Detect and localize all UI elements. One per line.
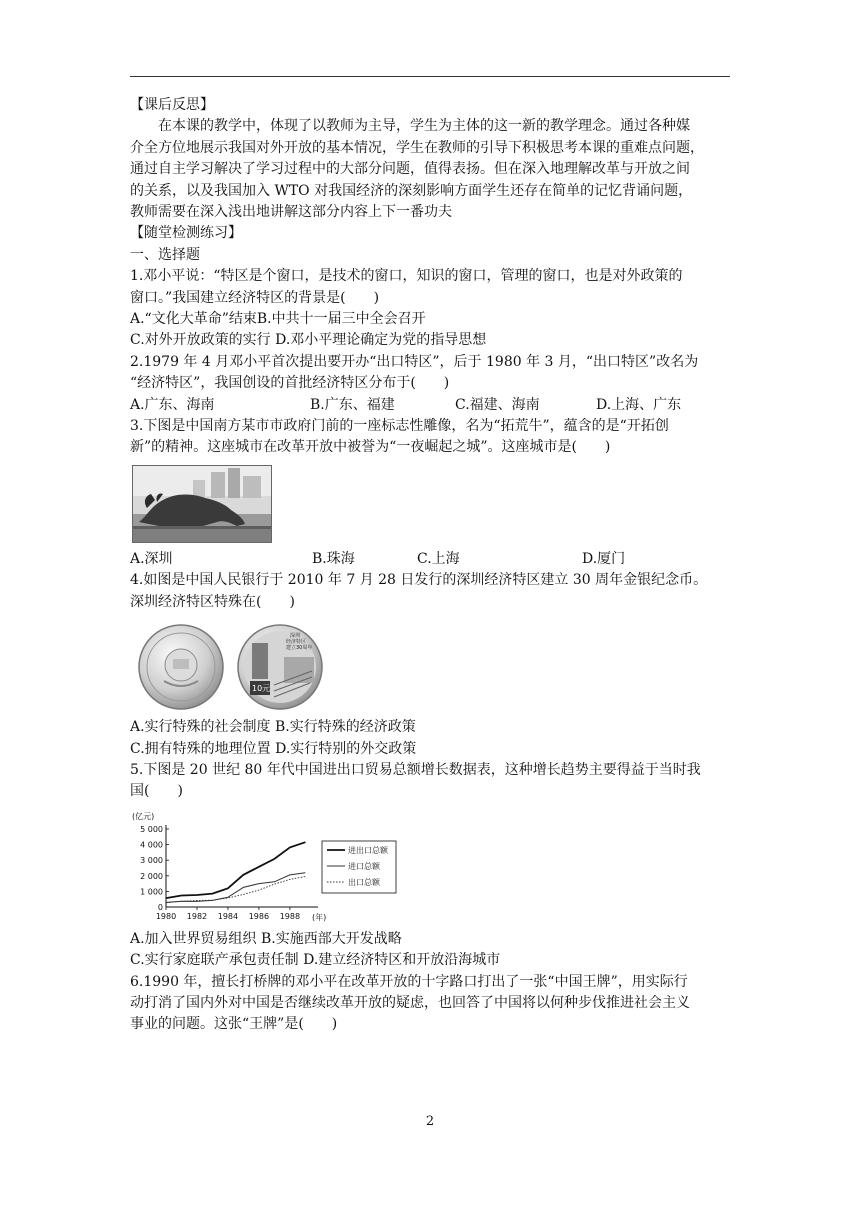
chart-x-tick-label: 1988 (279, 911, 301, 921)
q1-options-ab: A.“文化大革命”结束B.中共十一届三中全会召开 (130, 311, 426, 328)
page-content (130, 95, 730, 1036)
chart-series-line-0 (166, 842, 305, 898)
q4-stem: 4.如图是中国人民银行于 2010 年 7 月 28 日发行的深圳经济特区建立 30 周年金银纪念币。 (130, 572, 708, 589)
q5-stem: 5.下图是 20 世纪 80 年代中国进出口贸易总额增长数据表，这种增长趋势主要得益于当时我 (130, 761, 701, 778)
chart-y-tick-label: 3 000 (140, 855, 163, 865)
q3-option-d: D.厦门 (582, 550, 626, 567)
q2-option-c: C.福建、海南 (455, 396, 540, 413)
chart-y-tick-label: 4 000 (140, 840, 163, 850)
coins-graphic (134, 623, 330, 711)
chart-y-ticks (140, 825, 169, 912)
q4-options-cd: C.拥有特殊的地理位置 D.实行特别的外交政策 (130, 740, 417, 757)
coin-caption: 建立30周年 (286, 645, 313, 652)
q3-option-b: B.珠海 (312, 550, 355, 567)
coin-caption: 经济特区 (286, 639, 307, 646)
chart-y-tick-label: 5 000 (140, 824, 163, 834)
chart-legend-label: 进口总额 (348, 861, 380, 871)
chart-y-label: (亿元) (132, 811, 155, 821)
q3-stem: 新”的精神。这座城市在改革开放中被誉为“一夜崛起之城”。这座城市是( ) (130, 439, 611, 456)
q6-stem: 事业的问题。这张“王牌”是( ) (130, 1016, 338, 1033)
chart-x-ticks (156, 907, 300, 921)
q2-options (130, 395, 730, 416)
trade-chart (130, 807, 400, 925)
chart-y-tick-label: 2 000 (140, 871, 163, 881)
chart-series (166, 842, 305, 903)
chart-legend-label: 出口总额 (348, 877, 380, 887)
reflection-line: 介全方位地展示我国对外开放的基本情况，学生在教师的引导下积极思考本课的重难点问题， (130, 139, 704, 156)
chart-y-tick-label: 1 000 (140, 887, 163, 897)
q4-stem: 深圳经济特区特殊在( ) (130, 593, 295, 610)
reflection-line: 教师需要在深入浅出地讲解这部分内容上下一番功夫 (130, 204, 452, 221)
chart-x-tick-label: 1984 (217, 911, 239, 921)
coin-value: 10元 (252, 684, 271, 694)
q5-options-cd: C.实行家庭联产承包责任制 D.建立经济特区和开放沿海城市 (130, 952, 501, 969)
bull-sculpture-photo (132, 465, 272, 543)
section-title-reflection: 【课后反思】 (130, 97, 214, 113)
q3-option-c: C.上海 (417, 550, 460, 567)
q3-option-a: A.深圳 (130, 550, 173, 567)
q6-stem: 6.1990 年，擅长打桥牌的邓小平在改革开放的十字路口打出了一张“中国王牌”，用实际行 (130, 973, 688, 990)
q1-options-cd: C.对外开放政策的实行 D.邓小平理论确定为党的指导思想 (130, 332, 487, 349)
q2-option-b: B.广东、福建 (310, 396, 395, 413)
coin-caption: 深圳 (290, 633, 301, 640)
chart-x-tick-label: 1986 (248, 911, 270, 921)
part-title: 一、选择题 (130, 246, 200, 263)
chart-x-tick-label: 1980 (155, 911, 177, 921)
q2-option-d: D.上海、广东 (596, 396, 682, 413)
q5-options-ab: A.加入世界贸易组织 B.实施西部大开发战略 (130, 930, 402, 947)
chart-x-label: (年) (312, 912, 327, 922)
reflection-line: 在本课的教学中，体现了以教师为主导，学生为主体的这一新的教学理念。通过各种媒 (158, 118, 690, 135)
q3-options (130, 549, 730, 570)
reflection-line: 的关系，以及我国加入 WTO 对我国经济的深刻影响方面学生还存在简单的记忆背诵问题， (130, 182, 693, 199)
page-number: 2 (425, 1114, 435, 1129)
commemorative-coins-image (134, 623, 330, 711)
q1-stem: 窗口。”我国建立经济特区的背景是( ) (130, 289, 380, 306)
q2-stem: “经济特区”，我国创设的首批经济特区分布于( ) (130, 375, 450, 392)
bull-sculpture-image (133, 466, 271, 542)
chart-y-tick-label: 0 (157, 902, 163, 912)
trade-line-chart (130, 807, 400, 925)
section-title-exercise: 【随堂检测练习】 (130, 225, 242, 242)
q4-options-ab: A.实行特殊的社会制度 B.实行特殊的经济政策 (130, 719, 416, 736)
q2-option-a: A.广东、海南 (130, 396, 215, 413)
q6-stem: 动打消了国内外对中国是否继续改革开放的疑虑，也回答了中国将以何种步伐推进社会主义 (130, 994, 690, 1011)
q3-stem: 3.下图是中国南方某市市政府门前的一座标志性雕像，名为“拓荒牛”，蕴含的是“开拓创 (130, 418, 669, 435)
chart-legend-label: 进出口总额 (348, 845, 388, 855)
header-rule (130, 76, 730, 77)
q5-stem: 国( ) (130, 783, 183, 800)
chart-x-tick-label: 1982 (186, 911, 208, 921)
chart-series-line-1 (166, 872, 305, 902)
chart-legend (322, 841, 396, 893)
q1-stem: 1.邓小平说：“特区是个窗口，是技术的窗口，知识的窗口，管理的窗口，也是对外政策的 (130, 268, 683, 285)
reflection-line: 通过自主学习解决了学习过程中的大部分问题，值得表扬。但在深入地理解改革与开放之间 (130, 161, 690, 178)
q2-stem: 2.1979 年 4 月邓小平首次提出要开办“出口特区”，后于 1980 年 3 月，“出口特区”改名为 (130, 353, 699, 370)
